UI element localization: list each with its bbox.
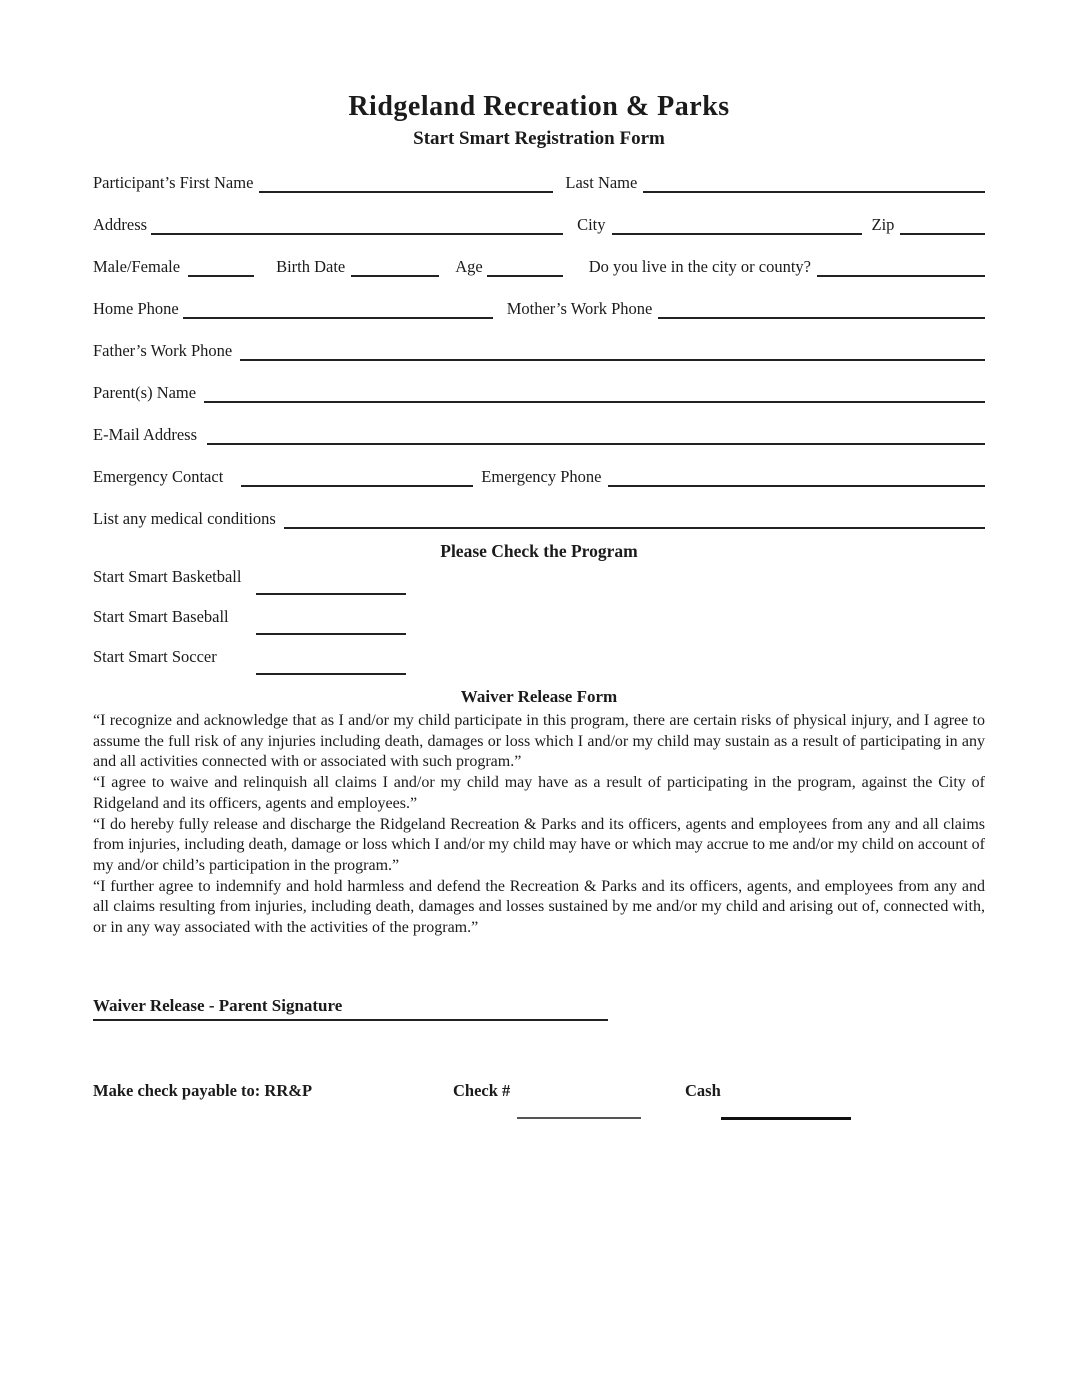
program-option-soccer [93,643,985,683]
row-name [93,159,985,193]
participant-first-name-label: Participant’s First Name [93,173,254,192]
mother-work-phone-label: Mother’s Work Phone [506,299,653,318]
cash-label: Cash [685,1080,721,1100]
form-content [93,90,985,1129]
form-fields [93,159,985,529]
form-subtitle: Start Smart Registration Form [413,128,665,149]
zip-label: Zip [871,215,895,234]
make-check-payable-label: Make check payable to: RR&P [93,1080,313,1100]
city-or-county-field[interactable] [817,269,985,277]
male-female-field[interactable] [188,269,254,277]
waiver-paragraph-1: “I recognize and acknowledge that as I and/or my child participate in this program, there are certain risks of physical injury, and I agree to assume the full risk of any injuries including death, damages or loss which I and/or my child may sustain as a result of participating in any and all activities connected with or associated with such program.” [93,712,985,771]
waiver-paragraph-3: “I do hereby fully release and discharge the Ridgeland Recreation & Parks and its officers, agents and employees from any and all claims from injuries, including death, damage or loss which I and/or my child may have or which may accrue to me and/or my child on account of my and/or child’s participation in the program.” [93,815,985,874]
basketball-label: Start Smart Basketball [93,567,242,586]
parents-name-field[interactable] [204,395,985,403]
soccer-check-field[interactable] [256,673,406,675]
birth-date-label: Birth Date [276,257,346,276]
program-option-basketball [93,563,985,603]
parent-signature-line[interactable] [93,996,608,1021]
baseball-check-field[interactable] [256,633,406,635]
program-section-heading: Please Check the Program [440,541,638,561]
check-number-field[interactable] [517,1117,641,1119]
waiver-paragraph-4: “I further agree to indemnify and hold harmless and defend the Recreation & Parks and its officers, agents, and employees from any and all claims resulting from injuries, including death, damages and losses sustained by me and/or my child and arising out of, connected with, or in any way associated with the activities of the program.” [93,877,985,937]
address-label: Address [93,215,148,234]
emergency-contact-field[interactable] [241,479,473,487]
row-medical [93,487,985,529]
soccer-label: Start Smart Soccer [93,647,217,666]
address-field[interactable] [151,227,563,235]
zip-field[interactable] [900,227,985,235]
email-address-label: E-Mail Address [93,425,198,444]
row-address [93,193,985,235]
baseball-label: Start Smart Baseball [93,607,229,626]
form-title: Ridgeland Recreation & Parks [348,91,730,122]
city-label: City [577,215,606,234]
check-number-label: Check # [453,1080,511,1100]
emergency-phone-label: Emergency Phone [481,467,602,486]
medical-conditions-field[interactable] [284,521,985,529]
home-phone-label: Home Phone [93,299,179,318]
waiver-heading: Waiver Release Form [460,687,618,706]
parent-signature-label: Waiver Release - Parent Signature [93,995,343,1015]
row-parents-name [93,361,985,403]
waiver-paragraph-2: “I agree to waive and relinquish all claims I and/or my child may have as a result of participating in the program, against the City of Ridgeland and its officers, agents and employees.” [93,774,985,812]
participant-first-name-field[interactable] [259,185,553,193]
parents-name-label: Parent(s) Name [93,383,197,402]
row-father-phone [93,319,985,361]
row-email [93,403,985,445]
city-field[interactable] [612,227,862,235]
basketball-check-field[interactable] [256,593,406,595]
birth-date-field[interactable] [351,269,439,277]
program-option-baseball [93,603,985,643]
mother-work-phone-field[interactable] [658,311,985,319]
father-work-phone-label: Father’s Work Phone [93,341,233,360]
last-name-field[interactable] [643,185,985,193]
payment-section [93,1081,985,1129]
medical-conditions-label: List any medical conditions [93,509,276,528]
emergency-phone-field[interactable] [608,479,986,487]
row-phones [93,277,985,319]
home-phone-field[interactable] [183,311,493,319]
last-name-label: Last Name [565,173,638,192]
city-or-county-label: Do you live in the city or county? [588,257,812,276]
cash-field[interactable] [721,1117,851,1120]
row-demographics [93,235,985,277]
email-address-field[interactable] [207,437,985,445]
emergency-contact-label: Emergency Contact [93,467,224,486]
age-label: Age [455,257,483,276]
age-field[interactable] [487,269,563,277]
male-female-label: Male/Female [93,257,181,276]
father-work-phone-field[interactable] [240,353,985,361]
row-emergency [93,445,985,487]
